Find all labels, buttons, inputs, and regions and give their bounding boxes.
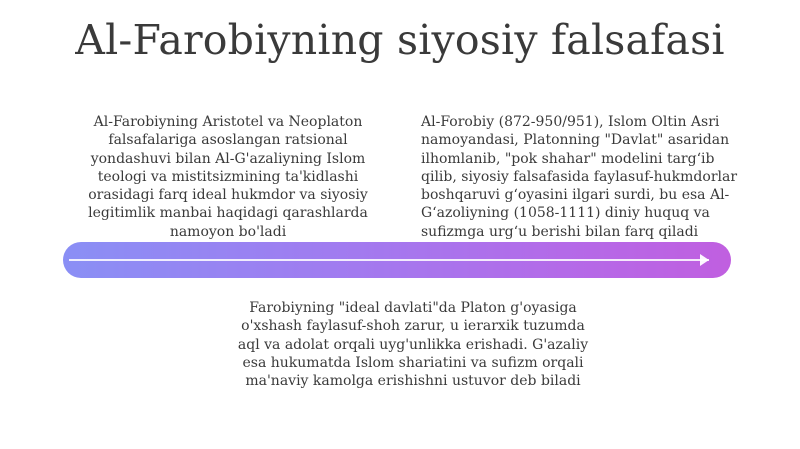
left-text-block: Al-Farobiyning Aristotel va Neoplaton falsafalariga asoslangan ratsional yondashuvi bilan Al-G'azaliyning Islom teologi va mistitsizmining ta'kidlashi orasidagi farq ideal hukmdor va siyosiy legitimlik manbai haqidagi qarashlarda namoyon bo'ladi	[88, 114, 368, 240]
arrow-right-icon	[700, 254, 709, 266]
timeline-line	[69, 259, 709, 261]
timeline-bar	[63, 242, 731, 278]
bottom-text-block: Farobiyning "ideal davlati"da Platon g'oyasiga o'xshash faylasuf-shoh zarur, u ierarxik tuzumda aql va adolat orqali uyg'unlikka erishadi. G'azaliy esa hukumatda Islom shariatini va sufizm orqali ma'naviy kamolga erishishni ustuvor deb biladi	[237, 300, 589, 390]
right-text-block: Al-Forobiy (872-950/951), Islom Oltin Asri namoyandasi, Platonning "Davlat" asaridan ilhomlanib, "pok shahar" modelini targʻib qilib, siyosiy falsafasida faylasuf-hukmdorlar boshqaruvi gʻoyasini ilgari surdi, bu esa Al-Gʻazoliyning (1058-1111) diniy huquq va sufizmga urgʻu berishi bilan farq qiladi	[421, 114, 738, 240]
page-title: Al-Farobiyning siyosiy falsafasi	[75, 16, 725, 64]
